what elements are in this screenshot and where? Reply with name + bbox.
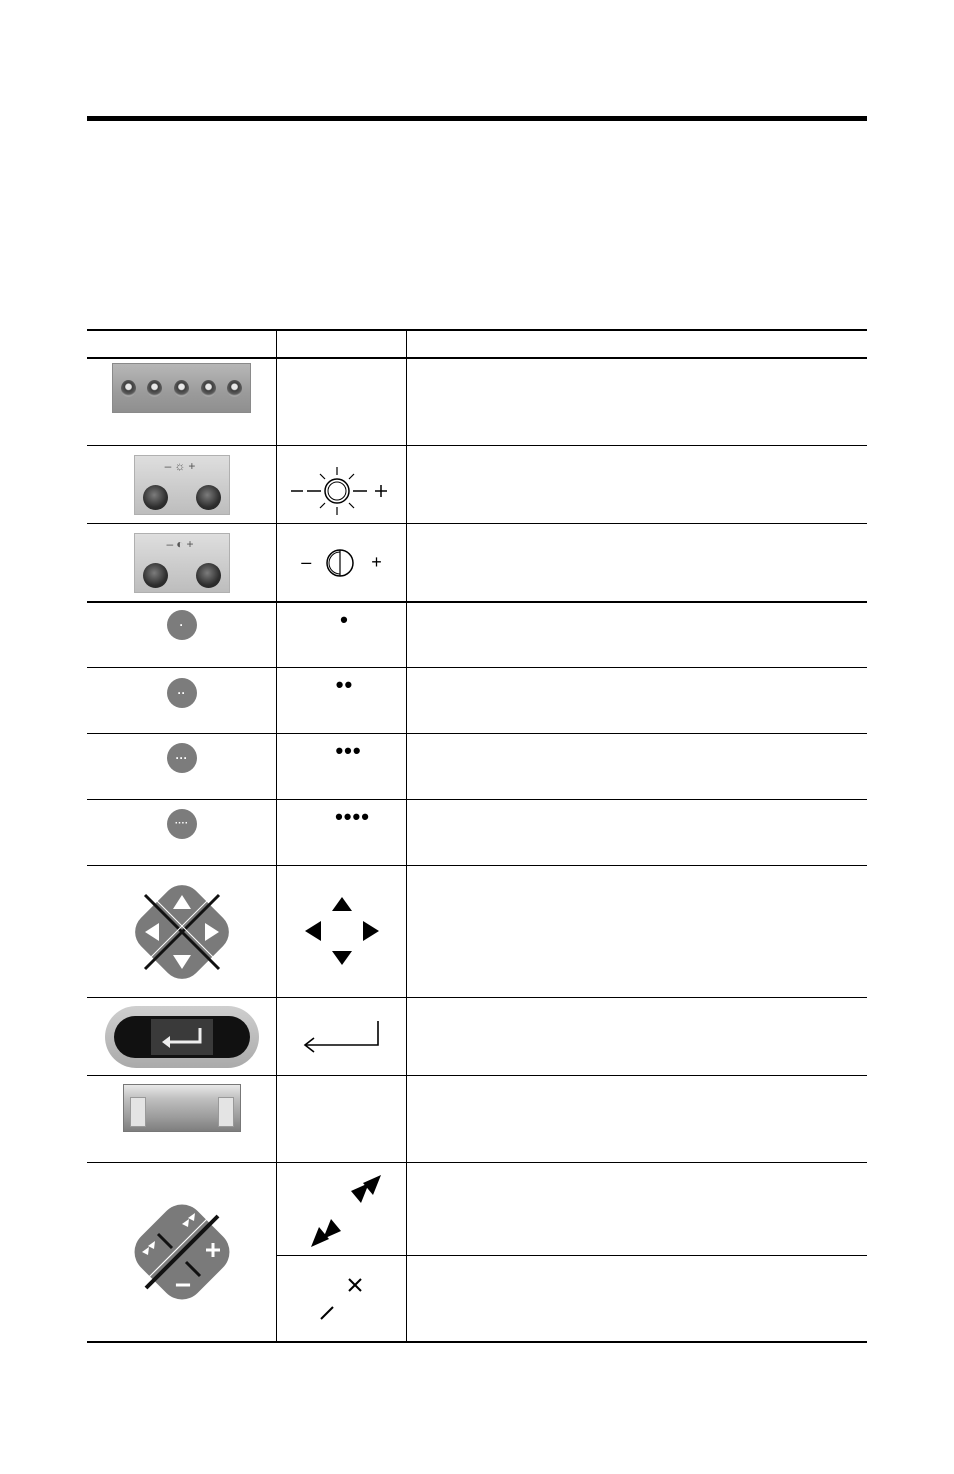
one-dot-symbol: • bbox=[340, 607, 349, 632]
top-rule bbox=[87, 116, 867, 121]
led-strip-cell bbox=[87, 359, 276, 445]
table-bottom-border bbox=[87, 1341, 867, 1343]
contrast-symbol-cell bbox=[277, 524, 406, 601]
contrast-panel bbox=[134, 533, 230, 593]
bar-key-cell bbox=[87, 1076, 276, 1162]
column-divider bbox=[406, 329, 407, 1343]
status-indicator-leds bbox=[112, 363, 251, 413]
brightness-panel-cell bbox=[87, 446, 276, 523]
function-key-3-cell bbox=[87, 734, 276, 799]
function-key-3-symbol-cell bbox=[277, 734, 406, 799]
led bbox=[174, 380, 189, 397]
enter-symbol-cell bbox=[277, 998, 406, 1075]
four-arrow-keypad-icon[interactable] bbox=[127, 877, 237, 987]
three-dots-icon: ··· bbox=[175, 750, 188, 765]
contrast-minus-symbol: – bbox=[301, 552, 312, 572]
enter-key-cell bbox=[87, 998, 276, 1075]
led bbox=[201, 380, 216, 397]
brightness-sun-icon bbox=[287, 455, 397, 515]
arrow-symbol-cell bbox=[277, 866, 406, 997]
arrow-keys-symbol-icon bbox=[297, 887, 387, 977]
function-key-4-symbol-cell bbox=[277, 800, 406, 865]
function-key-2-symbol-cell bbox=[277, 668, 406, 733]
function-key-1-symbol-cell bbox=[277, 603, 406, 667]
one-dot-icon: · bbox=[179, 618, 184, 632]
plus-minus-icon bbox=[307, 1269, 377, 1329]
page-arrows-symbol-cell bbox=[277, 1163, 406, 1255]
brightness-up-button[interactable] bbox=[196, 485, 221, 510]
brightness-down-button[interactable] bbox=[143, 485, 168, 510]
two-dots-symbol: •• bbox=[335, 672, 354, 697]
two-dots-icon: ·· bbox=[177, 685, 186, 700]
enter-key-inner bbox=[114, 1016, 250, 1058]
led bbox=[147, 380, 162, 397]
increment-decrement-keypad-cell bbox=[87, 1163, 276, 1341]
contrast-up-button[interactable] bbox=[196, 563, 221, 588]
contrast-down-button[interactable] bbox=[143, 563, 168, 588]
increment-decrement-keypad-icon[interactable] bbox=[122, 1192, 242, 1312]
enter-key-icon bbox=[151, 1019, 213, 1055]
led bbox=[227, 380, 242, 397]
plus-minus-symbol-cell bbox=[277, 1256, 406, 1341]
table-top-border bbox=[87, 329, 867, 331]
four-dots-icon: ···· bbox=[174, 817, 189, 829]
function-key-3[interactable] bbox=[167, 743, 197, 773]
function-key-1-cell bbox=[87, 603, 276, 667]
function-key-2-cell bbox=[87, 668, 276, 733]
four-dots-symbol: •••• bbox=[335, 804, 370, 829]
enter-key[interactable] bbox=[105, 1006, 259, 1068]
brightness-panel bbox=[134, 455, 230, 515]
brightness-symbol-cell bbox=[277, 446, 406, 523]
contrast-panel-cell bbox=[87, 524, 276, 601]
enter-return-icon bbox=[300, 1017, 384, 1057]
contrast-panel-label: –◐+ bbox=[166, 536, 197, 551]
contrast-half-circle-icon bbox=[323, 548, 357, 578]
led bbox=[121, 380, 136, 397]
function-key-1[interactable] bbox=[167, 610, 197, 640]
function-key-4[interactable] bbox=[167, 809, 197, 839]
keys-table bbox=[87, 329, 867, 1343]
contrast-plus-symbol: + bbox=[371, 552, 382, 572]
brightness-panel-label: –☼+ bbox=[164, 458, 199, 473]
function-key-4-cell bbox=[87, 800, 276, 865]
double-arrow-icon bbox=[297, 1169, 387, 1249]
arrow-keypad-cell bbox=[87, 866, 276, 997]
bar-key[interactable] bbox=[123, 1084, 241, 1132]
function-key-2[interactable] bbox=[167, 678, 197, 708]
three-dots-symbol: ••• bbox=[335, 738, 362, 763]
